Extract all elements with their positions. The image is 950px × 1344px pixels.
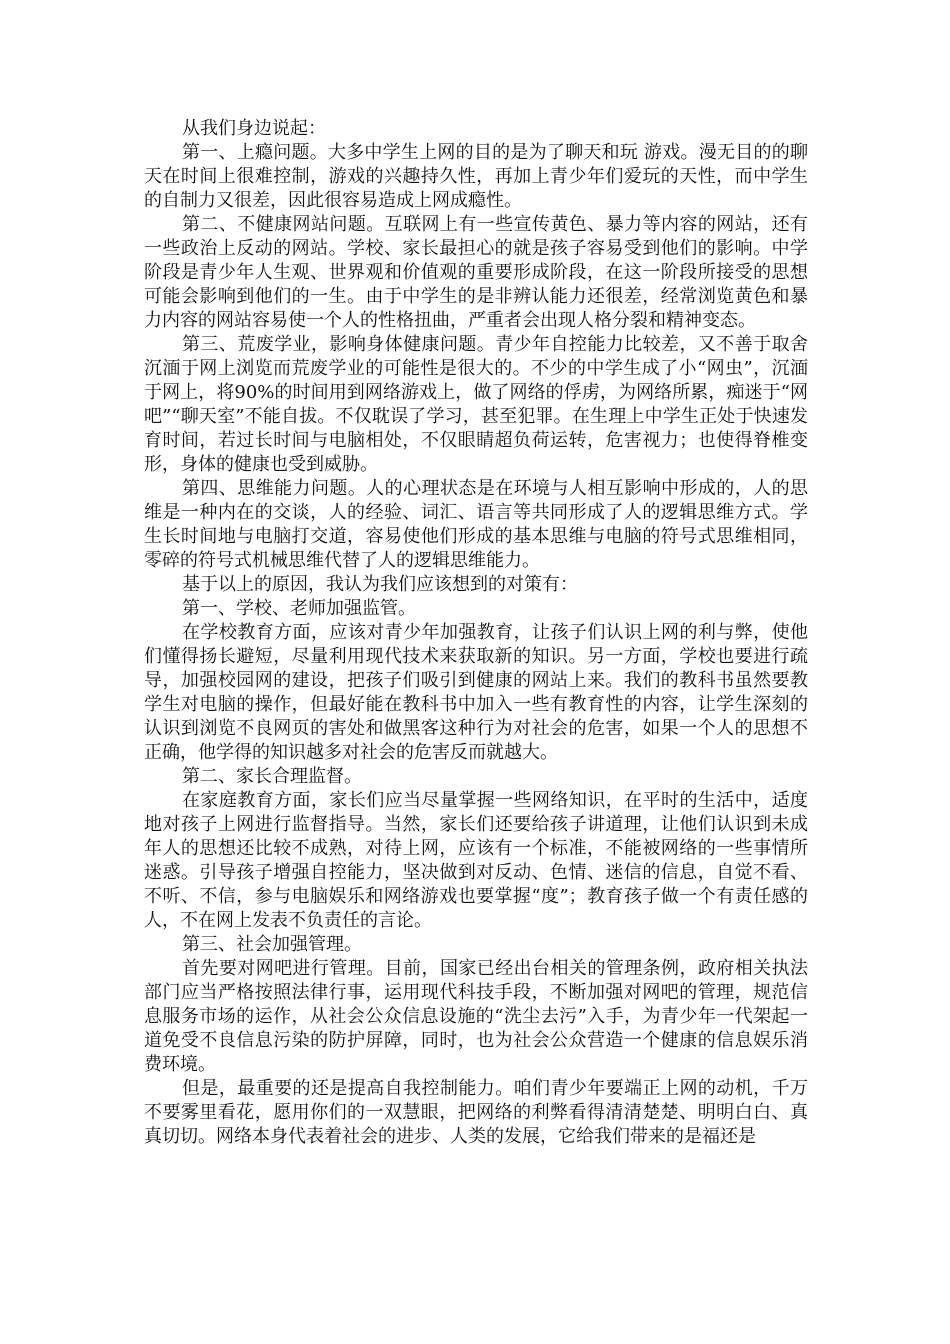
paragraph-unhealthy-sites: 第二、不健康网站问题。互联网上有一些宣传黄色、暴力等内容的网站，还有一些政治上反动的网站。学校、家长最担心的就是孩子容易受到他们的影响。中学阶段是青少年人生观、世界观和价值观的重要形成阶段，在这一阶段所接受的思想可能会影响到他们的一生。由于中学生的是非辨认能力还很差，经常浏览黄色和暴力内容的网站容易使一个人的性格扭曲，严重者会出现人格分裂和精神变态。 (144, 214, 808, 331)
paragraph-school: 在学校教育方面，应该对青少年加强教育，让孩子们认识上网的利与弊，使他们懂得扬长避短，尽量利用现代技术来获取新的知识。另一方面，学校也要进行疏导，加强校园网的建设，把孩子们吸引到健康的网站上来。我们的教科书虽然要教学生对电脑的操作，但最好能在教科书中加入一些有教育性的内容，让学生深刻的认识到浏览不良网页的害处和做黑客这种行为对社会的危害，如果一个人的思想不正确，他学得的知识越多对社会的危害反而就越大。 (144, 622, 808, 763)
paragraph-self-control: 但是，最重要的还是提高自我控制能力。咱们青少年要端正上网的动机，千万不要雾里看花，愿用你们的一双慧眼，把网络的利弊看得清清楚楚、明明白白、真真切切。网络本身代表着社会的进步、人类的发展，它给我们带来的是福还是 (144, 1078, 808, 1147)
paragraph-intro: 从我们身边说起： (182, 118, 326, 139)
paragraph-parents: 在家庭教育方面，家长们应当尽量掌握一些网络知识，在平时的生活中，适度地对孩子上网进行监督指导。当然，家长们还要给孩子讲道理，让他们认识到未成年人的思想还比较不成熟，对待上网，应该有一个标准，不能被网络的一些事情所迷惑。引导孩子增强自控能力，坚决做到对反动、色情、迷信的信息，自觉不看、不听、不信，参与电脑娱乐和网络游戏也要掌握“度”；教育孩子做一个有责任感的人，不在网上发表不负责任的言论。 (144, 790, 808, 931)
heading-society: 第三、社会加强管理。 (182, 934, 362, 955)
paragraph-countermeasures: 基于以上的原因，我认为我们应该想到的对策有： (182, 574, 578, 595)
paragraph-study-health: 第三、荒废学业，影响身体健康问题。青少年自控能力比较差，又不善于取舍沉湎于网上浏览而荒废学业的可能性是很大的。不少的中学生成了小“网虫”，沉湎于网上，将90%的时间用到网络游戏上，做了网络的俘虏，为网络所累，痴迷于“网吧”“聊天室”不能自拔。不仅耽误了学习，甚至犯罪。在生理上中学生正处于快速发育时间，若过长时间与电脑相处，不仅眼睛超负荷运转，危害视力；也使得脊椎变形，身体的健康也受到威胁。 (144, 334, 808, 475)
paragraph-thinking: 第四、思维能力问题。人的心理状态是在环境与人相互影响中形成的，人的思维是一种内在的交谈，人的经验、词汇、语言等共同形成了人的逻辑思维方式。学生长时间地与电脑打交道，容易使他们形成的基本思维与电脑的符号式思维相同，零碎的符号式机械思维代替了人的逻辑思维能力。 (144, 478, 808, 571)
heading-parents: 第二、家长合理监督。 (182, 766, 362, 787)
paragraph-addiction: 第一、上瘾问题。大多中学生上网的目的是为了聊天和玩 游戏。漫无目的的聊天在时间上很难控制，游戏的兴趣持久性，再加上青少年们爱玩的天性，而中学生的自制力又很差，因此很容易造成上网成瘾性。 (144, 142, 808, 211)
document-body (144, 117, 808, 1149)
paragraph-society: 首先要对网吧进行管理。目前，国家已经出台相关的管理条例，政府相关执法部门应当严格按照法律行事，运用现代科技手段，不断加强对网吧的管理，规范信息服务市场的运作，从社会公众信息设施的“洗尘去污”入手，为青少年一代架起一道免受不良信息污染的防护屏障，同时，也为社会公众营造一个健康的信息娱乐消费环境。 (144, 958, 808, 1075)
heading-school: 第一、学校、老师加强监管。 (182, 598, 416, 619)
